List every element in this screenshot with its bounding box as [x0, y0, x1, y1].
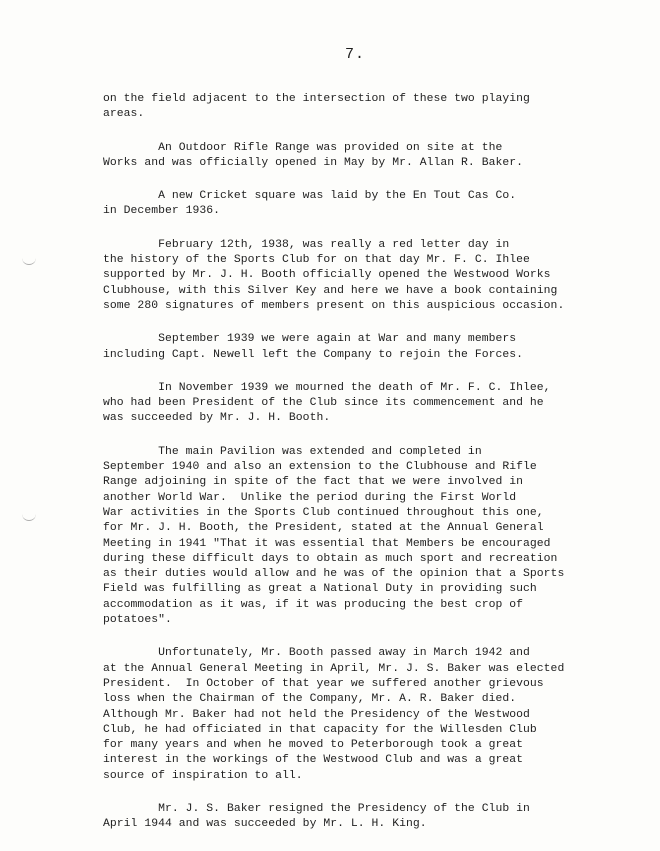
punch-hole-mark-lower [22, 514, 36, 521]
page-number: 7. [345, 46, 366, 63]
paragraph-war-1939: September 1939 we were again at War and many members including Capt. Newell left the Company to rejoin the Forces. [103, 333, 524, 361]
paragraph-pavilion-extension: The main Pavilion was extended and completed in September 1940 and also an extension to the Clubhouse and Rifle Range adjoining in spite of the fact that we were involved in another World War. Unlike the period during the First World War activities in the Sports Club continued throughout this one, for Mr. J. H. Booth, the President, stated at the Annual General Meeting in 1941 "That it was essential that Members be encouraged during these difficult days to obtain as much sport and recreation as their duties would allow and he was of the opinion that a Sports Field was fulfilling as great a National Duty in providing such accommodation as it was, if it was producing the best crop of potatoes". [103, 445, 565, 627]
paragraph-clubhouse-opening: February 12th, 1938, was really a red letter day in the history of the Sports Club for on that day Mr. F. C. Ihlee supported by Mr. J. H. Booth officially opened the Westwood Works Clubhouse, with this Silver Key and here we have a book containing some 280 signatures of members present on this auspicious occasion. [103, 238, 565, 312]
paragraph-field-continuation: on the field adjacent to the intersection of these two playing areas. [103, 93, 530, 121]
paragraph-cricket-square: A new Cricket square was laid by the En Tout Cas Co. in December 1936. [103, 190, 517, 218]
document-body [103, 92, 643, 851]
paragraph-rifle-range: An Outdoor Rifle Range was provided on site at the Works and was officially opened in May by Mr. Allan R. Baker. [103, 141, 524, 169]
paragraph-booth-death: Unfortunately, Mr. Booth passed away in March 1942 and at the Annual General Meeting in April, Mr. J. S. Baker was elected President. In October of that year we suffered another grievous loss when the Chairman of the Company, Mr. A. R. Baker died. Although Mr. Baker had not held the Presidency of the Westwood Club, he had officiated in that capacity for the Willesden Club for many years and when he moved to Peterborough took a great interest in the workings of the Westwood Club and was a great source of inspiration to all. [103, 647, 565, 782]
punch-hole-mark-upper [22, 258, 36, 265]
paragraph-baker-resignation: Mr. J. S. Baker resigned the Presidency of the Club in April 1944 and was succeeded by Mr. L. H. King. [103, 802, 530, 831]
paragraph-ihlee-death: In November 1939 we mourned the death of Mr. F. C. Ihlee, who had been President of the Club since its commencement and he was succeeded by Mr. J. H. Booth. [103, 381, 551, 425]
